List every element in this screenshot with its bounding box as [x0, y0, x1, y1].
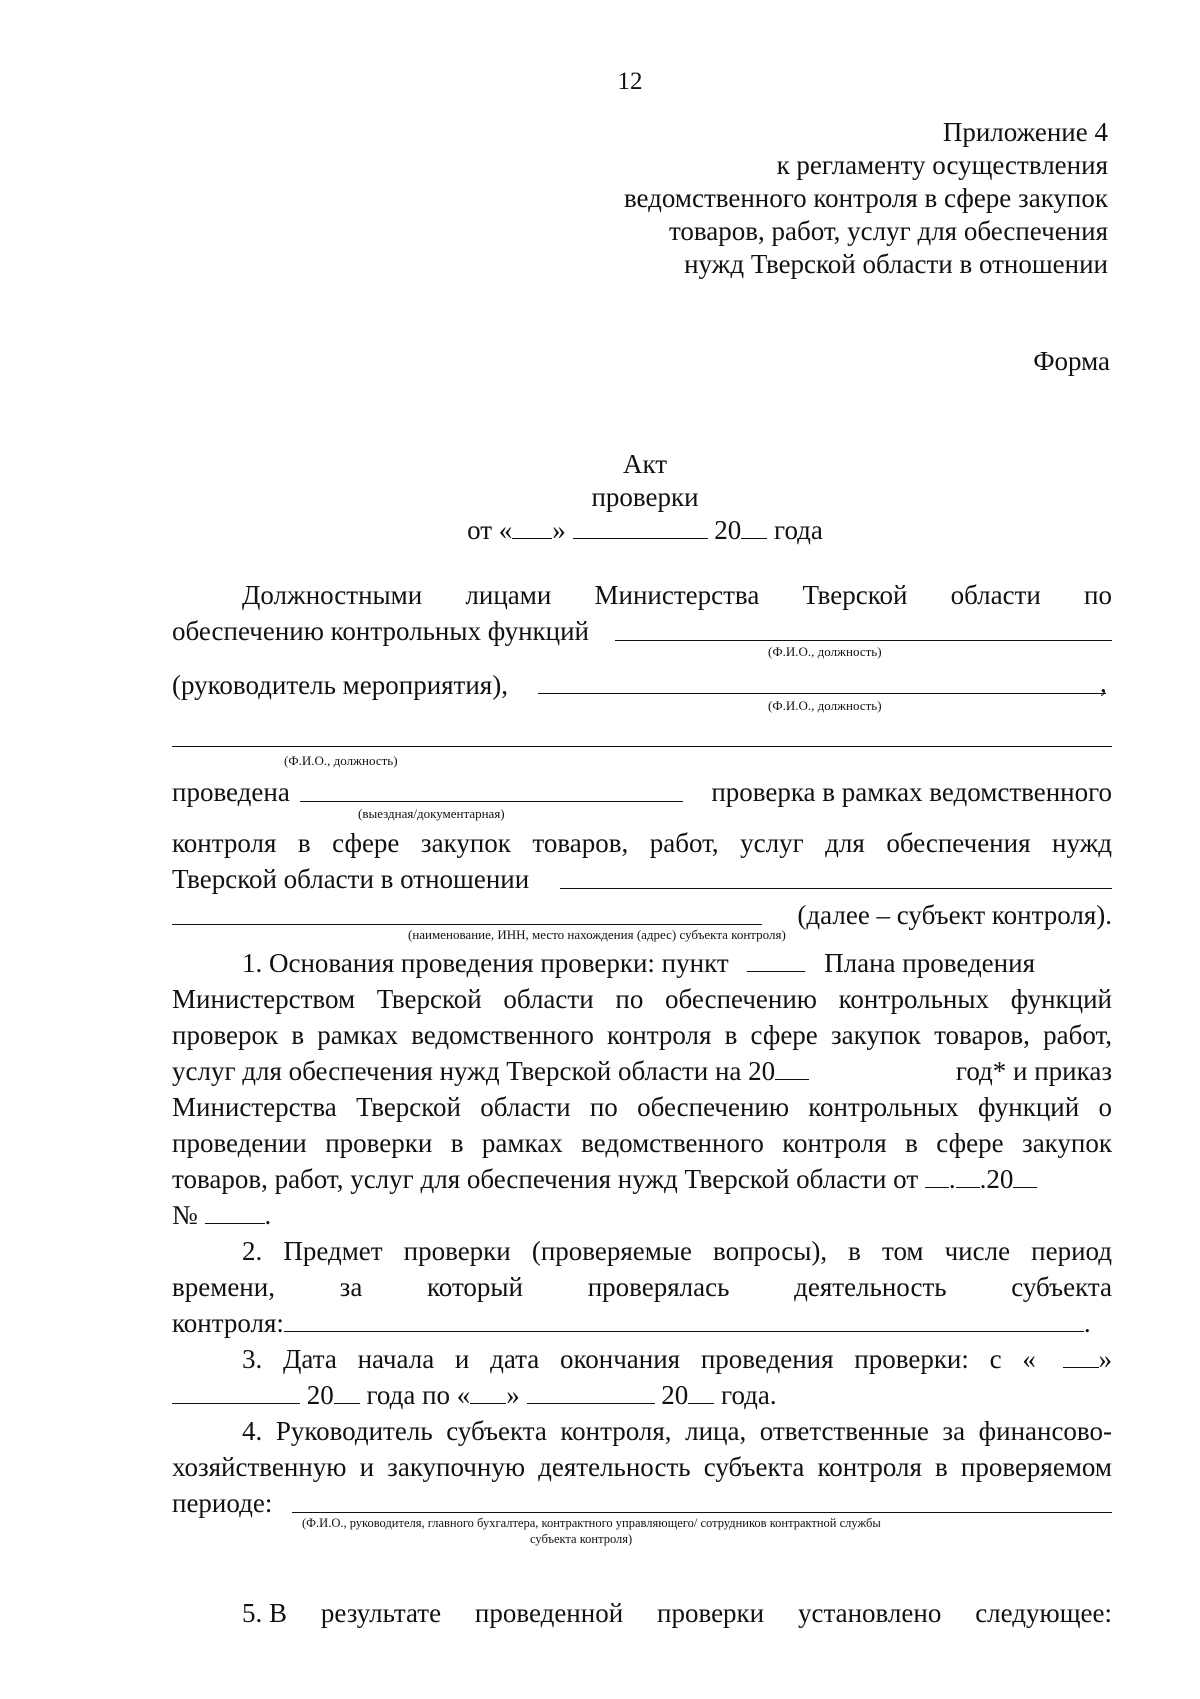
annex-line: к регламенту осуществления: [776, 150, 1108, 180]
subject-blank-1[interactable]: [560, 888, 1112, 889]
item3-text: »: [1063, 1342, 1113, 1377]
official1-blank[interactable]: [615, 640, 1112, 641]
page-number: 12: [617, 68, 643, 95]
item1-text: Плана проведения: [824, 948, 1035, 978]
word: который: [427, 1272, 523, 1302]
word: следующее:: [975, 1598, 1112, 1628]
word: Министерства: [594, 580, 760, 610]
order-year-blank[interactable]: [1013, 1165, 1037, 1188]
year-prefix: 20: [661, 1380, 689, 1410]
subject-matter-blank[interactable]: [284, 1309, 1084, 1332]
act-date: [0, 514, 1200, 547]
end-month-blank[interactable]: [527, 1381, 655, 1404]
form-label: Форма: [1033, 346, 1110, 376]
item4-line2: хозяйственную и закупочную деятельность субъекта контроля в проверяемом: [172, 1452, 1112, 1482]
act-title-block: [0, 448, 1200, 547]
official3-blank[interactable]: [172, 746, 1112, 747]
fio-caption: (Ф.И.О., должность): [768, 698, 882, 713]
fio-caption: (Ф.И.О., должность): [284, 753, 398, 768]
annex-line: товаров, работ, услуг для обеспечения: [668, 216, 1108, 246]
month-blank[interactable]: [573, 516, 708, 539]
word: Должностными: [242, 580, 423, 610]
item3-line1: [242, 1342, 1112, 1377]
item1-line8: [172, 1198, 1112, 1233]
item2-text: контроля:: [172, 1308, 284, 1338]
year-prefix: 20: [306, 1380, 334, 1410]
day-blank[interactable]: [512, 516, 552, 539]
quote: »: [506, 1380, 520, 1410]
word: деятельность: [794, 1272, 947, 1302]
act-subtitle: проверки: [591, 482, 699, 512]
item1-line3: проверок в рамках ведомственного контроля в сфере закупок товаров, работ,: [172, 1020, 1112, 1050]
word: проверялась: [587, 1272, 730, 1302]
end-day-blank[interactable]: [470, 1381, 506, 1404]
annex-line: Приложение 4: [942, 117, 1108, 147]
item1-text: 1. Основания проведения проверки: пункт: [242, 948, 729, 978]
comma: ,: [1100, 668, 1107, 698]
dot: .: [264, 1200, 272, 1230]
word: области: [950, 580, 1041, 610]
annex-line: нужд Тверской области в отношении: [684, 249, 1108, 279]
fio-caption: (Ф.И.О., должность): [768, 644, 882, 659]
item2-line3: [172, 1306, 1112, 1341]
leader-blank[interactable]: [538, 693, 1106, 694]
number-sign: №: [172, 1200, 198, 1230]
order-year-prefix: .20: [979, 1164, 1014, 1194]
annex-line: ведомственного контроля в сфере закупок: [623, 183, 1108, 213]
subject-caption: (наименование, ИНН, место нахождения (адрес) субъекта контроля): [408, 927, 786, 942]
act-title: Акт: [622, 449, 668, 479]
item1-line7: [172, 1162, 1112, 1197]
conducted-line4: (далее – субъект контроля).: [797, 900, 1112, 930]
item3-text: 3. Дата начала и дата окончания проведения проверки: с «: [242, 1344, 1036, 1374]
word: 5. В: [242, 1598, 288, 1628]
item1-line4: [172, 1054, 1112, 1089]
end-year-blank[interactable]: [688, 1381, 714, 1404]
officials-line1: [172, 578, 1112, 613]
annex-header: [624, 116, 1108, 281]
year-blank[interactable]: [741, 516, 767, 539]
item1-line1: [242, 946, 1112, 981]
item1-line5: Министерства Тверской области по обеспечению контрольных функций о: [172, 1092, 1112, 1122]
responsible-caption-2: субъекта контроля): [530, 1532, 633, 1546]
conducted-line2: контроля в сфере закупок товаров, работ, услуг для обеспечения нужд: [172, 828, 1112, 858]
item1-text: товаров, работ, услуг для обеспечения нужд Тверской области от: [172, 1164, 919, 1194]
start-day-blank[interactable]: [1063, 1345, 1099, 1368]
word: Тверской: [802, 580, 908, 610]
officials-line3: (руководитель мероприятия),: [172, 670, 508, 700]
item3-text: года по «: [366, 1380, 471, 1410]
order-day-blank[interactable]: [925, 1165, 949, 1188]
start-year-blank[interactable]: [334, 1381, 360, 1404]
item1-text: услуг для обеспечения нужд Тверской области на 20: [172, 1054, 809, 1089]
word: за: [339, 1272, 363, 1302]
item2-line2: [172, 1270, 1112, 1305]
word: лицами: [465, 580, 552, 610]
check-type-blank[interactable]: [300, 801, 683, 802]
order-number-blank[interactable]: [205, 1201, 265, 1224]
word: проведенной: [474, 1598, 624, 1628]
year-word: года: [774, 515, 823, 545]
item3-text: года.: [721, 1380, 777, 1410]
start-month-blank[interactable]: [172, 1381, 300, 1404]
item1-text: год* и приказ: [955, 1056, 1112, 1086]
dot: .: [948, 1164, 956, 1194]
dot: .: [1083, 1308, 1091, 1338]
item1-line2: Министерством Тверской области по обеспечению контрольных функций: [172, 984, 1112, 1014]
plan-year-blank[interactable]: [775, 1057, 809, 1080]
item4-line3: периоде:: [172, 1488, 273, 1518]
item4-line1: 4. Руководитель субъекта контроля, лица, ответственные за финансово-: [242, 1416, 1112, 1446]
subject-blank-2[interactable]: [172, 924, 762, 925]
date-prefix: от «: [467, 515, 513, 545]
word: установлено: [797, 1598, 942, 1628]
order-month-blank[interactable]: [956, 1165, 980, 1188]
conducted-line3: Тверской области в отношении: [172, 864, 530, 894]
responsible-caption-1: (Ф.И.О., руководителя, главного бухгалтера, контрактного управляющего/ сотрудников контрактной службы: [302, 1516, 881, 1530]
date-quote: »: [552, 515, 566, 545]
check-type-caption: (выездная/документарная): [358, 806, 505, 821]
item2-line1: 2. Предмет проверки (проверяемые вопросы), в том числе период: [242, 1236, 1112, 1266]
word: проверки: [657, 1598, 765, 1628]
year-prefix: 20: [714, 515, 742, 545]
conducted-rest: проверка в рамках ведомственного: [711, 777, 1112, 807]
word: результате: [320, 1598, 442, 1628]
word: субъекта: [1011, 1272, 1112, 1302]
plan-item-blank[interactable]: [747, 949, 805, 972]
item5-line1: [242, 1596, 1112, 1631]
responsible-persons-blank[interactable]: [292, 1512, 1112, 1513]
item3-line2: [172, 1378, 1112, 1413]
word: времени,: [172, 1272, 275, 1302]
word: по: [1084, 580, 1112, 610]
item1-line6: проведении проверки в рамках ведомственного контроля в сфере закупок: [172, 1128, 1112, 1158]
conducted-label: проведена: [172, 777, 290, 807]
officials-line2: обеспечению контрольных функций: [172, 616, 589, 646]
